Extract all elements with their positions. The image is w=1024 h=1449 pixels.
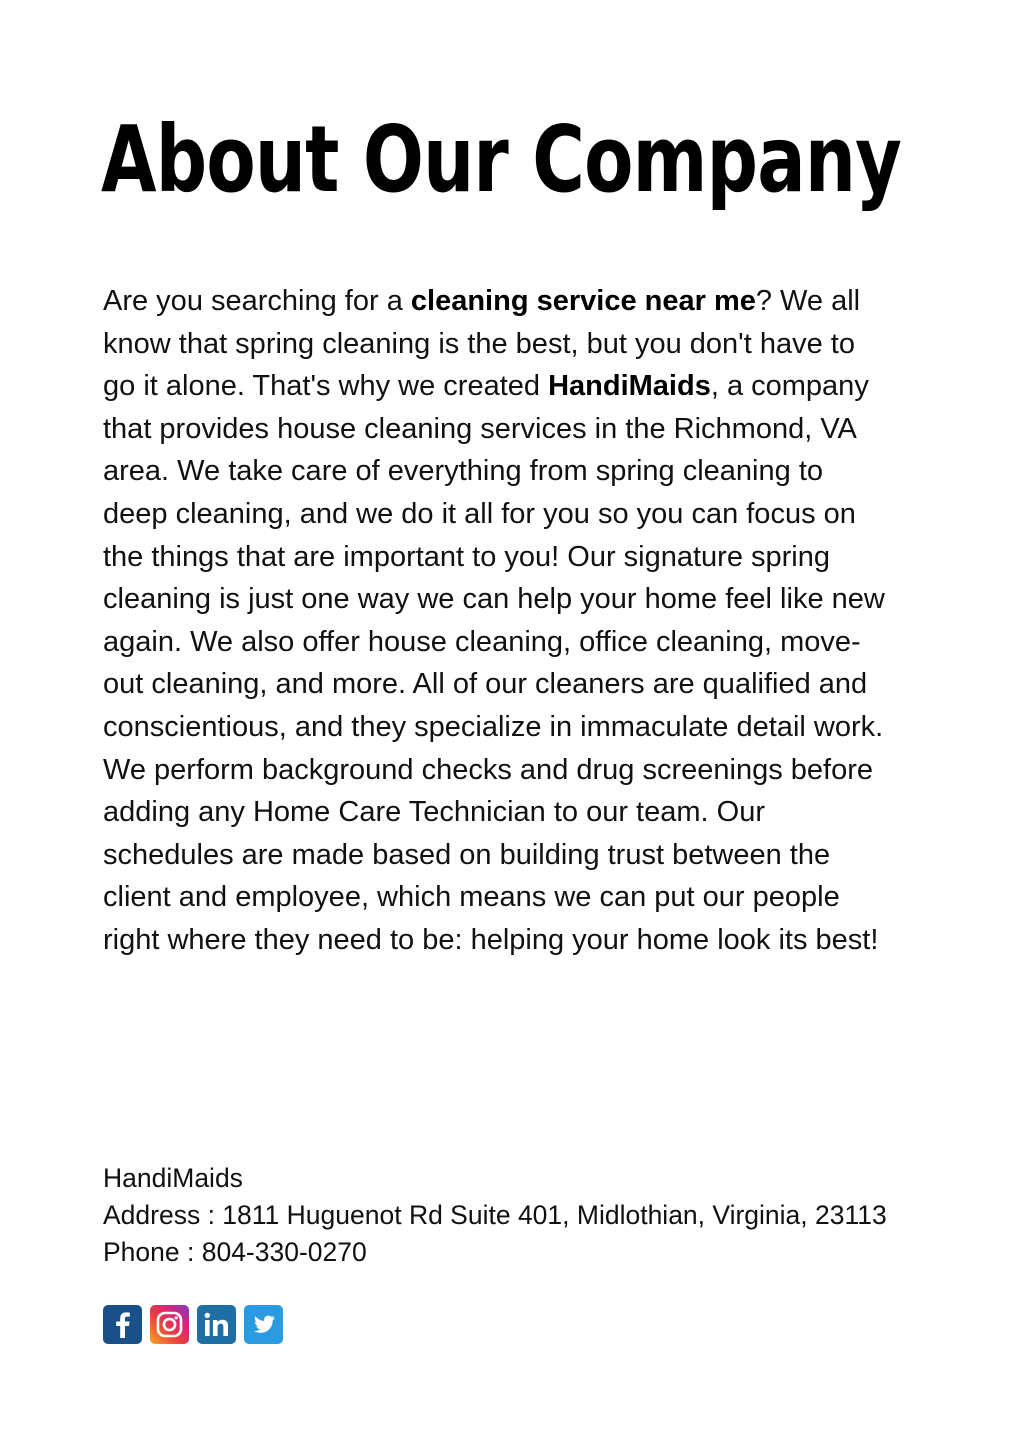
contact-block (103, 1160, 887, 1271)
instagram-icon[interactable] (150, 1305, 189, 1344)
keyword-cleaning-service: cleaning service near me (410, 285, 756, 317)
body-text-part-1: Are you searching for a (103, 285, 411, 317)
twitter-icon[interactable] (244, 1305, 283, 1344)
body-text-part-2: ? We all know that spring cleaning is the best, but you don't have to go it alone. That's why we created (103, 285, 861, 403)
company-name-bold: HandiMaids (548, 370, 711, 403)
linkedin-icon[interactable] (197, 1305, 236, 1344)
about-paragraph (103, 280, 893, 962)
contact-phone[interactable]: Phone : 804-330-0270 (103, 1237, 367, 1267)
body-text-part-3: , a company that provides house cleaning services in the Richmond, VA area. We take care of everything from spring cleaning to deep cleaning, and we do it all for you so you can focus on the things that are important to you! Our signature spring cleaning is just one way we can help your home feel like new again. We also offer house cleaning, office cleaning, move-out cleaning, and more. All of our cleaners are qualified and conscientious, and they specialize in immaculate detail work. We perform background checks and drug screenings before adding any Home Care Technician to our team. Our schedules are made based on building trust between the client and employee, which means we can put our people right where they need to be: helping your home look its best! (103, 370, 885, 956)
facebook-icon[interactable] (103, 1305, 142, 1344)
contact-address: Address : 1811 Huguenot Rd Suite 401, Midlothian, Virginia, 23113 (103, 1200, 887, 1230)
page-title: About Our Company (101, 106, 902, 213)
social-links (103, 1305, 283, 1344)
contact-company-name: HandiMaids (103, 1163, 243, 1193)
